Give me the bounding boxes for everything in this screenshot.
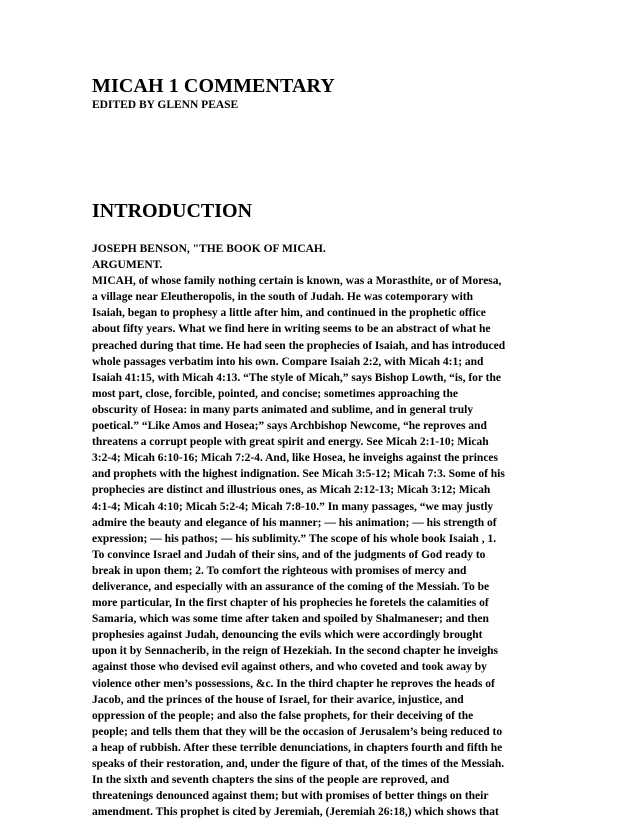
body-line: threatens a corrupt people with great spirit and energy. See Micah 2:1-10; Micah (92, 436, 489, 449)
body-line: MICAH, of whose family nothing certain is known, was a Morasthite, or of Moresa, (92, 275, 502, 288)
document-page (92, 74, 552, 820)
document-title: MICAH 1 COMMENTARY (92, 75, 335, 97)
body-line: Samaria, which was some time after taken and spoiled by Shalmaneser; and then (92, 613, 489, 626)
body-line: a village near Eleutheropolis, in the south of Judah. He was cotemporary with (92, 291, 473, 304)
body-line: 4:1-4; Micah 4:10; Micah 5:2-4; Micah 7:8-10.” In many passages, “we may justly (92, 500, 494, 513)
body-line: To convince Israel and Judah of their sins, and of the judgments of God ready to (92, 548, 486, 561)
body-line: about fifty years. What we find here in writing seems to be an abstract of what he (92, 323, 491, 336)
body-line: people; and tells them that they will be the occasion of Jerusalem’s being reduced to (92, 725, 503, 738)
section-heading-introduction: INTRODUCTION (92, 200, 253, 222)
body-line: threatenings denounced against them; but with promises of better things on their (92, 790, 489, 803)
body-line: deliverance, and especially with an assurance of the coming of the Messiah. To be (92, 580, 490, 593)
body-line: and prophets with the highest indignation. See Micah 3:5-12; Micah 7:3. Some of his (92, 468, 505, 481)
body-line: admire the beauty and elegance of his manner; — his animation; — his strength of (92, 516, 497, 529)
body-line: prophesies against Judah, denouncing the evils which were accordingly brought (92, 629, 483, 642)
body-line: break in upon them; 2. To comfort the righteous with promises of mercy and (92, 564, 467, 577)
body-line: amendment. This prophet is cited by Jeremiah, (Jeremiah 26:18,) which shows that (92, 806, 499, 819)
body-line: prophecies are distinct and illustrious ones, as Micah 2:12-13; Micah 3:12; Micah (92, 484, 491, 497)
body-line: oppression of the people; and also the false prophets, for their deceiving of the (92, 709, 474, 722)
argument-heading: ARGUMENT. (92, 259, 163, 272)
body-line: upon it by Sennacherib, in the reign of Hezekiah. In the second chapter he inveighs (92, 645, 498, 658)
body-line: obscurity of Hosea: in many parts animated and sublime, and in general truly (92, 403, 474, 416)
body-line: most part, close, forcible, pointed, and concise; sometimes approaching the (92, 387, 458, 400)
source-heading: JOSEPH BENSON, "THE BOOK OF MICAH. (92, 243, 326, 255)
body-line: violence other men’s possessions, &c. In the third chapter he reproves the heads of (92, 677, 495, 690)
body-line: a heap of rubbish. After these terrible denunciations, in chapters fourth and fifth he (92, 741, 503, 754)
body-text (92, 273, 552, 820)
body-line: more particular, In the first chapter of his prophecies he foretels the calamities of (92, 597, 489, 610)
body-line: preached during that time. He had seen the prophecies of Isaiah, and has introduced (92, 339, 506, 352)
body-line: expression; — his pathos; — his sublimity.” The scope of his whole book Isaiah , 1. (92, 532, 497, 545)
body-line: against those who devised evil against others, and who coveted and took away by (92, 661, 487, 674)
body-line: Isaiah, began to prophesy a little after him, and continued in the prophetic office (92, 307, 486, 320)
body-line: 3:2-4; Micah 6:10-16; Micah 7:2-4. And, like Hosea, he inveighs against the princes (92, 452, 498, 465)
body-line: In the sixth and seventh chapters the sins of the people are reproved, and (92, 774, 450, 787)
document-subtitle: EDITED BY GLENN PEASE (92, 99, 239, 111)
body-line: speaks of their restoration, and, under the figure of that, of the times of the Messiah. (92, 758, 505, 770)
body-line: poetical.” “Like Amos and Hosea;” says Archbishop Newcome, “he reproves and (92, 420, 487, 433)
body-line: Isaiah 41:15, with Micah 4:13. “The style of Micah,” says Bishop Lowth, “is, for the (92, 371, 502, 384)
body-line: Jacob, and the princes of the house of Israel, for their avarice, injustice, and (92, 693, 464, 706)
body-line: whole passages verbatim into his own. Compare Isaiah 2:2, with Micah 4:1; and (92, 355, 484, 368)
